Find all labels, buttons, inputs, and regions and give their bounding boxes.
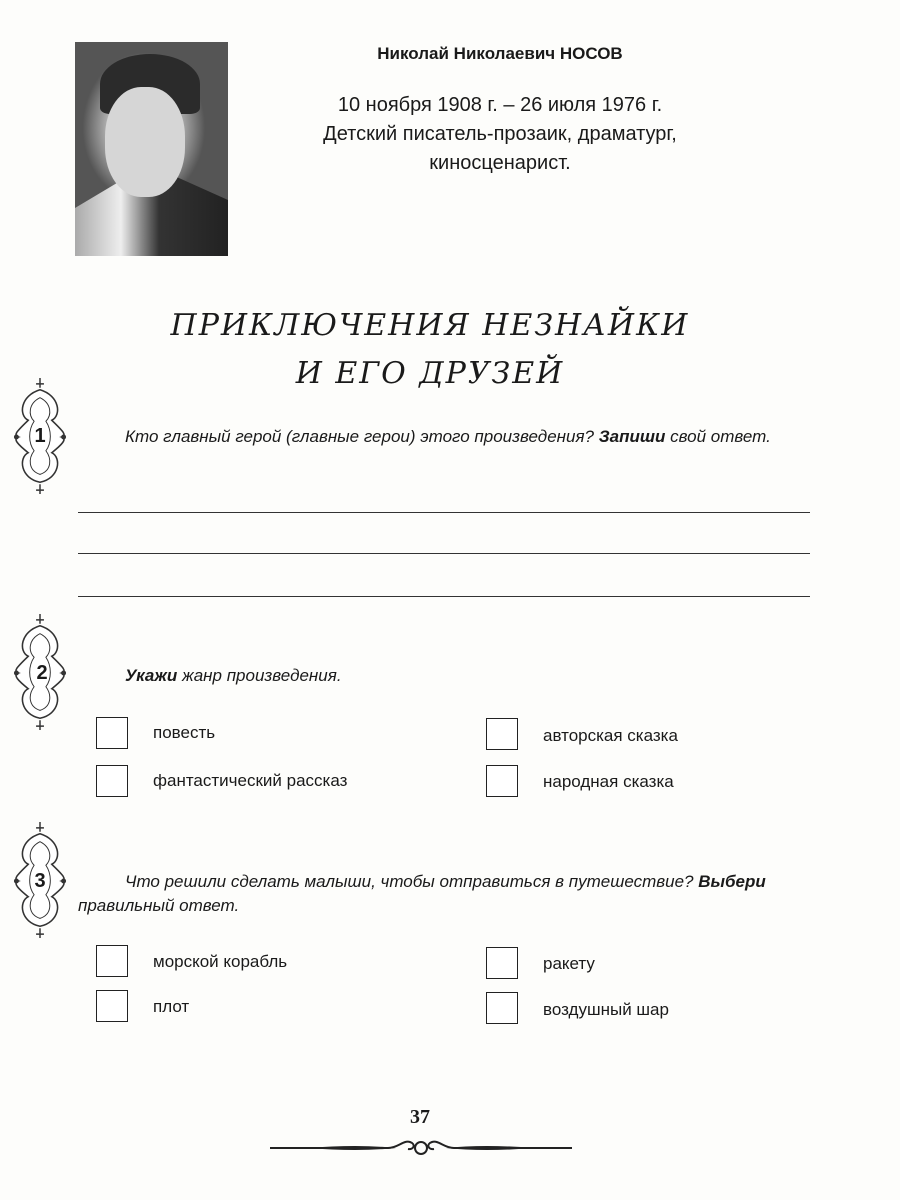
checkbox-povest[interactable] [96, 717, 128, 749]
author-description-2: киносценарист. [429, 152, 571, 174]
option-label: морской корабль [153, 952, 288, 971]
answer-line[interactable] [78, 512, 810, 513]
page-number: 37 [410, 1106, 430, 1128]
option-label: ракету [543, 954, 595, 973]
question-text-after: свой ответ. [665, 427, 771, 446]
question-number: 3 [34, 870, 46, 892]
question-instruction: Запиши [598, 427, 666, 446]
question-instruction: Выбери [698, 872, 766, 891]
option-label: повесть [153, 723, 216, 742]
checkbox-sea-ship[interactable] [96, 945, 128, 977]
question-instruction: Укажи [125, 666, 178, 685]
option-label: авторская сказка [543, 726, 678, 745]
checkbox-author-tale[interactable] [486, 718, 518, 750]
checkbox-balloon[interactable] [486, 992, 518, 1024]
checkbox-fantastic-story[interactable] [96, 765, 128, 797]
question-1-text [78, 425, 818, 449]
answer-line[interactable] [78, 596, 810, 597]
checkbox-folk-tale[interactable] [486, 765, 518, 797]
page-divider-ornament-icon [268, 1134, 574, 1162]
question-3-text [78, 870, 818, 918]
page-title [100, 302, 760, 398]
checkbox-raft[interactable] [96, 990, 128, 1022]
option-label: плот [153, 997, 190, 1016]
question-2-text [125, 664, 342, 688]
question-text: жанр произведения. [177, 666, 342, 685]
checkbox-rocket[interactable] [486, 947, 518, 979]
author-portrait [75, 42, 228, 256]
author-dates: 10 ноября 1908 г. – 26 июля 1976 г. [337, 94, 663, 116]
answer-line[interactable] [78, 553, 810, 554]
question-text-after: правильный ответ. [78, 896, 240, 915]
title-line-2: И ЕГО ДРУЗЕЙ [295, 356, 565, 391]
option-label: фантастический рассказ [153, 771, 348, 790]
question-number: 2 [36, 662, 48, 684]
author-name: Николай Николаевич НОСОВ [377, 44, 623, 63]
question-text: Что решили сделать малыши, чтобы отправиться в путешествие? [125, 872, 694, 891]
option-label: воздушный шар [543, 1000, 669, 1019]
question-text: Кто главный герой (главные герои) этого произведения? [125, 427, 594, 446]
title-line-1: ПРИКЛЮЧЕНИЯ НЕЗНАЙКИ [170, 308, 690, 343]
author-info [240, 91, 760, 178]
author-description: Детский писатель-прозаик, драматург, [323, 123, 677, 145]
option-label: народная сказка [543, 772, 674, 791]
question-number: 1 [34, 425, 46, 447]
